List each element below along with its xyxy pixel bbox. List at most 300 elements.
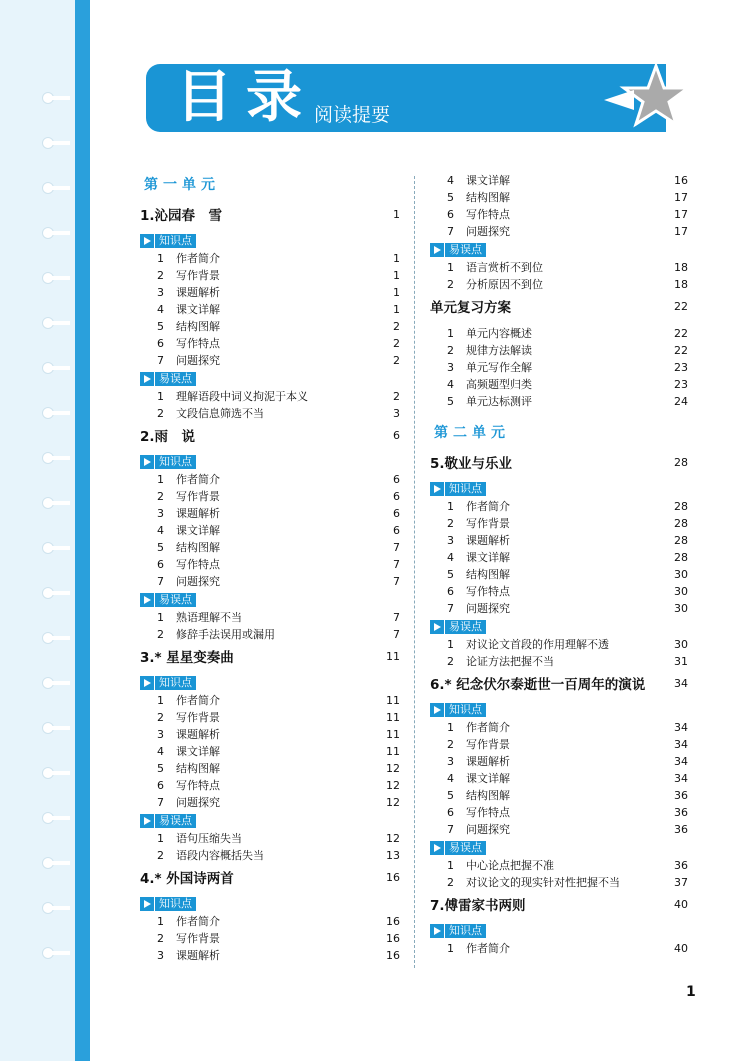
entry-title: 结构图解 — [466, 568, 510, 581]
entry-number: 3 — [157, 507, 164, 520]
entry-number: 2 — [157, 407, 164, 420]
star-icon — [600, 62, 690, 142]
entry-page: 2 — [393, 337, 400, 350]
entry-number: 2 — [447, 278, 454, 291]
entry-title: 写作特点 — [466, 585, 510, 598]
entry-number: 5 — [447, 789, 454, 802]
entry-page: 34 — [674, 721, 688, 734]
entry-page: 6 — [393, 524, 400, 537]
entry-number: 2 — [157, 628, 164, 641]
toc-entry[interactable] — [140, 284, 400, 301]
entry-title: 写作特点 — [176, 558, 220, 571]
review-title[interactable] — [430, 296, 688, 316]
entry-title: 修辞手法误用或漏用 — [176, 628, 275, 641]
binder-ring-icon — [42, 137, 68, 149]
entry-page: 28 — [674, 551, 688, 564]
binder-ring-icon — [42, 587, 68, 599]
binder-ring-icon — [42, 497, 68, 509]
lesson-page: 1 — [393, 207, 400, 221]
entry-page: 12 — [386, 762, 400, 775]
entry-page: 6 — [393, 473, 400, 486]
lesson-page: 16 — [386, 870, 400, 884]
entry-page: 17 — [674, 208, 688, 221]
entry-number: 7 — [447, 225, 454, 238]
entry-title: 课题解析 — [466, 534, 510, 547]
entry-title: 结构图解 — [466, 789, 510, 802]
binder-ring-icon — [42, 767, 68, 779]
review-page: 22 — [674, 299, 688, 313]
binder-ring-icon — [42, 452, 68, 464]
entry-number: 6 — [157, 558, 164, 571]
entry-number: 5 — [447, 395, 454, 408]
entry-number: 6 — [447, 208, 454, 221]
toc-entry[interactable] — [430, 359, 688, 376]
entry-title: 写作背景 — [176, 269, 220, 282]
toc-entry[interactable] — [430, 325, 688, 342]
entry-page: 2 — [393, 320, 400, 333]
toc-entry[interactable] — [430, 821, 688, 838]
entry-title: 单元写作全解 — [466, 361, 532, 374]
binder-ring-icon — [42, 857, 68, 869]
entry-page: 6 — [393, 490, 400, 503]
section-tag — [140, 233, 400, 248]
section-tag-label: 知识点 — [155, 234, 196, 248]
entry-page: 16 — [386, 932, 400, 945]
entry-page: 7 — [393, 558, 400, 571]
toc-entry[interactable] — [140, 947, 400, 964]
toc-entry[interactable] — [140, 709, 400, 726]
entry-title: 课文详解 — [176, 524, 220, 537]
toc-entry[interactable] — [430, 857, 688, 874]
entry-number: 3 — [157, 286, 164, 299]
toc-entry[interactable] — [140, 250, 400, 267]
section-tag — [430, 840, 688, 855]
entry-title: 单元达标测评 — [466, 395, 532, 408]
toc-entry[interactable] — [430, 393, 688, 410]
toc-entry[interactable] — [140, 505, 400, 522]
toc-entry[interactable] — [140, 573, 400, 590]
entry-number: 1 — [447, 859, 454, 872]
entry-number: 1 — [157, 390, 164, 403]
entry-number: 2 — [157, 269, 164, 282]
entry-page: 3 — [393, 407, 400, 420]
entry-page: 23 — [674, 378, 688, 391]
entry-title: 中心论点把握不准 — [466, 859, 554, 872]
entry-page: 7 — [393, 628, 400, 641]
entry-number: 6 — [157, 337, 164, 350]
entry-title: 论证方法把握不当 — [466, 655, 554, 668]
entry-page: 37 — [674, 876, 688, 889]
entry-number: 1 — [157, 694, 164, 707]
lesson-page: 34 — [674, 676, 688, 690]
toc-entry[interactable] — [140, 726, 400, 743]
section-tag-label: 知识点 — [155, 676, 196, 690]
binder-ring-icon — [42, 677, 68, 689]
binder-ring-icon — [42, 542, 68, 554]
entry-number: 5 — [447, 568, 454, 581]
entry-title: 结构图解 — [466, 191, 510, 204]
entry-title: 语段内容概括失当 — [176, 849, 264, 862]
entry-number: 4 — [447, 174, 454, 187]
entry-page: 22 — [674, 344, 688, 357]
entry-title: 理解语段中词义拘泥于本义 — [176, 390, 308, 403]
section-tag — [430, 242, 688, 257]
section-tag-label: 易误点 — [445, 841, 486, 855]
toc-entry[interactable] — [430, 600, 688, 617]
entry-title: 课题解析 — [176, 507, 220, 520]
binder-ring-icon — [42, 227, 68, 239]
entry-title: 问题探究 — [176, 575, 220, 588]
entry-number: 5 — [157, 320, 164, 333]
entry-title: 作者简介 — [176, 915, 220, 928]
binder-ring-icon — [42, 812, 68, 824]
entry-number: 7 — [157, 575, 164, 588]
entry-number: 1 — [157, 832, 164, 845]
toc-entry[interactable] — [140, 626, 400, 643]
entry-number: 2 — [447, 517, 454, 530]
margin-line — [75, 0, 90, 1061]
entry-page: 36 — [674, 806, 688, 819]
entry-page: 30 — [674, 602, 688, 615]
binder-ring-icon — [42, 722, 68, 734]
entry-title: 写作背景 — [176, 932, 220, 945]
play-arrow-icon — [140, 814, 154, 828]
entry-number: 3 — [157, 949, 164, 962]
entry-page: 2 — [393, 354, 400, 367]
play-arrow-icon — [140, 455, 154, 469]
entry-title: 结构图解 — [176, 762, 220, 775]
entry-page: 36 — [674, 859, 688, 872]
entry-title: 问题探究 — [176, 354, 220, 367]
section-tag-label: 知识点 — [445, 703, 486, 717]
entry-page: 2 — [393, 390, 400, 403]
toc-entry[interactable] — [140, 301, 400, 318]
entry-page: 1 — [393, 269, 400, 282]
entry-number: 1 — [447, 721, 454, 734]
section-tag — [430, 923, 688, 938]
entry-title: 语句压缩失当 — [176, 832, 242, 845]
lesson-title[interactable] — [430, 673, 688, 693]
toc-entry[interactable] — [430, 172, 688, 189]
entry-page: 36 — [674, 823, 688, 836]
toc-entry[interactable] — [430, 498, 688, 515]
entry-page: 18 — [674, 278, 688, 291]
lesson-page: 11 — [386, 649, 400, 663]
entry-number: 7 — [447, 602, 454, 615]
toc-entry[interactable] — [140, 609, 400, 626]
entry-title: 写作特点 — [466, 208, 510, 221]
entry-title: 写作特点 — [466, 806, 510, 819]
entry-title: 作者简介 — [176, 252, 220, 265]
section-tag — [140, 592, 400, 607]
toc-entry[interactable] — [430, 189, 688, 206]
entry-title: 作者简介 — [466, 721, 510, 734]
entry-page: 12 — [386, 779, 400, 792]
unit-heading: 第一单元 — [144, 177, 220, 193]
toc-entry[interactable] — [140, 522, 400, 539]
entry-title: 写作特点 — [176, 337, 220, 350]
entry-number: 3 — [447, 755, 454, 768]
toc-entry[interactable] — [140, 556, 400, 573]
entry-title: 单元内容概述 — [466, 327, 532, 340]
toc-entry[interactable] — [140, 777, 400, 794]
entry-number: 2 — [447, 344, 454, 357]
toc-entry[interactable] — [430, 532, 688, 549]
toc-entry[interactable] — [430, 376, 688, 393]
toc-entry[interactable] — [430, 342, 688, 359]
entry-title: 分析原因不到位 — [466, 278, 543, 291]
entry-page: 12 — [386, 832, 400, 845]
toc-entry[interactable] — [430, 583, 688, 600]
entry-page: 7 — [393, 575, 400, 588]
entry-page: 11 — [386, 711, 400, 724]
toc-entry[interactable] — [430, 753, 688, 770]
section-tag-label: 易误点 — [155, 372, 196, 386]
section-tag-label: 易误点 — [155, 814, 196, 828]
toc-entry[interactable] — [430, 874, 688, 891]
section-tag — [430, 619, 688, 634]
entry-number: 2 — [447, 876, 454, 889]
entry-title: 课题解析 — [176, 949, 220, 962]
entry-page: 34 — [674, 755, 688, 768]
entry-page: 6 — [393, 507, 400, 520]
play-arrow-icon — [140, 372, 154, 386]
toc-entry[interactable] — [430, 719, 688, 736]
toc-entry[interactable] — [430, 770, 688, 787]
toc-entry[interactable] — [140, 692, 400, 709]
lesson-page: 28 — [674, 455, 688, 469]
entry-title: 熟语理解不当 — [176, 611, 242, 624]
column-divider — [414, 176, 415, 968]
binder-ring-icon — [42, 407, 68, 419]
toc-entry[interactable] — [140, 471, 400, 488]
section-tag — [430, 702, 688, 717]
toc-entry[interactable] — [140, 488, 400, 505]
lesson-title[interactable] — [140, 204, 400, 224]
toc-entry[interactable] — [430, 940, 688, 957]
entry-number: 3 — [157, 728, 164, 741]
lesson-title[interactable] — [430, 452, 688, 472]
entry-title: 规律方法解读 — [466, 344, 532, 357]
entry-number: 1 — [157, 915, 164, 928]
toc-entry[interactable] — [140, 352, 400, 369]
entry-page: 18 — [674, 261, 688, 274]
play-arrow-icon — [430, 841, 444, 855]
entry-title: 作者简介 — [176, 694, 220, 707]
entry-title: 课文详解 — [176, 303, 220, 316]
entry-number: 6 — [157, 779, 164, 792]
entry-number: 5 — [157, 541, 164, 554]
entry-number: 4 — [447, 772, 454, 785]
entry-page: 28 — [674, 534, 688, 547]
toc-entry[interactable] — [140, 388, 400, 405]
section-tag-label: 知识点 — [445, 482, 486, 496]
entry-number: 1 — [157, 611, 164, 624]
play-arrow-icon — [430, 482, 444, 496]
lesson-name: 2.雨 说 — [140, 429, 196, 445]
entry-number: 4 — [157, 745, 164, 758]
entry-number: 4 — [157, 303, 164, 316]
toc-entry[interactable] — [430, 804, 688, 821]
toc-entry[interactable] — [430, 636, 688, 653]
entry-number: 2 — [157, 490, 164, 503]
entry-title: 写作背景 — [466, 738, 510, 751]
lesson-name: 7.傅雷家书两则 — [430, 898, 526, 914]
section-tag — [140, 813, 400, 828]
entry-number: 2 — [157, 932, 164, 945]
binder-ring-icon — [42, 947, 68, 959]
toc-entry[interactable] — [430, 787, 688, 804]
play-arrow-icon — [140, 234, 154, 248]
toc-entry[interactable] — [140, 335, 400, 352]
page-subtitle: 阅读提要 — [314, 104, 391, 126]
entry-page: 11 — [386, 728, 400, 741]
entry-page: 40 — [674, 942, 688, 955]
section-tag — [140, 675, 400, 690]
toc-column-left — [140, 172, 400, 964]
entry-number: 3 — [447, 361, 454, 374]
lesson-title[interactable] — [140, 425, 400, 445]
binder-ring-icon — [42, 182, 68, 194]
entry-title: 写作背景 — [466, 517, 510, 530]
toc-entry[interactable] — [430, 549, 688, 566]
entry-page: 1 — [393, 252, 400, 265]
binder-ring-icon — [42, 902, 68, 914]
entry-number: 7 — [157, 796, 164, 809]
entry-title: 对议论文的现实针对性把握不当 — [466, 876, 620, 889]
entry-page: 30 — [674, 585, 688, 598]
toc-entry[interactable] — [430, 223, 688, 240]
binder-ring-icon — [42, 362, 68, 374]
entry-page: 12 — [386, 796, 400, 809]
entry-number: 5 — [447, 191, 454, 204]
play-arrow-icon — [430, 924, 444, 938]
page-number: 1 — [686, 984, 696, 1000]
section-tag — [140, 371, 400, 386]
entry-page: 34 — [674, 772, 688, 785]
entry-title: 课文详解 — [466, 174, 510, 187]
entry-page: 17 — [674, 225, 688, 238]
entry-title: 课题解析 — [176, 286, 220, 299]
entry-page: 28 — [674, 517, 688, 530]
entry-number: 4 — [447, 378, 454, 391]
section-tag — [430, 481, 688, 496]
play-arrow-icon — [140, 897, 154, 911]
entry-page: 36 — [674, 789, 688, 802]
entry-title: 课文详解 — [176, 745, 220, 758]
entry-page: 30 — [674, 638, 688, 651]
unit-heading: 第二单元 — [434, 425, 510, 441]
entry-page: 34 — [674, 738, 688, 751]
entry-title: 问题探究 — [176, 796, 220, 809]
entry-page: 7 — [393, 611, 400, 624]
section-tag — [140, 454, 400, 469]
entry-page: 23 — [674, 361, 688, 374]
entry-number: 7 — [447, 823, 454, 836]
toc-entry[interactable] — [430, 206, 688, 223]
entry-title: 高频题型归类 — [466, 378, 532, 391]
toc-entry[interactable] — [140, 743, 400, 760]
lesson-page: 40 — [674, 897, 688, 911]
play-arrow-icon — [140, 593, 154, 607]
toc-entry[interactable] — [430, 276, 688, 293]
toc-entry[interactable] — [140, 267, 400, 284]
entry-page: 16 — [674, 174, 688, 187]
section-tag — [140, 896, 400, 911]
toc-entry[interactable] — [140, 930, 400, 947]
entry-title: 课题解析 — [176, 728, 220, 741]
entry-page: 24 — [674, 395, 688, 408]
entry-page: 16 — [386, 949, 400, 962]
toc-entry[interactable] — [430, 736, 688, 753]
entry-title: 写作特点 — [176, 779, 220, 792]
entry-number: 1 — [447, 500, 454, 513]
play-arrow-icon — [430, 620, 444, 634]
toc-entry[interactable] — [140, 913, 400, 930]
lesson-title[interactable] — [430, 894, 688, 914]
entry-page: 28 — [674, 500, 688, 513]
entry-number: 4 — [157, 524, 164, 537]
entry-number: 2 — [157, 711, 164, 724]
binder-ring-icon — [42, 632, 68, 644]
entry-number: 4 — [447, 551, 454, 564]
lesson-name: 5.敬业与乐业 — [430, 456, 513, 472]
entry-page: 16 — [386, 915, 400, 928]
entry-page: 11 — [386, 694, 400, 707]
lesson-name: 1.沁园春 雪 — [140, 208, 223, 224]
entry-page: 31 — [674, 655, 688, 668]
toc-entry[interactable] — [140, 318, 400, 335]
binder-ring-icon — [42, 272, 68, 284]
section-tag-label: 知识点 — [155, 455, 196, 469]
entry-title: 作者简介 — [466, 500, 510, 513]
binder-ring-icon — [42, 317, 68, 329]
section-tag-label: 知识点 — [445, 924, 486, 938]
entry-title: 问题探究 — [466, 225, 510, 238]
entry-number: 1 — [447, 327, 454, 340]
toc-entry[interactable] — [140, 830, 400, 847]
toc-entry[interactable] — [140, 405, 400, 422]
toc-entry[interactable] — [140, 760, 400, 777]
toc-entry[interactable] — [140, 794, 400, 811]
toc-entry[interactable] — [140, 847, 400, 864]
entry-title: 文段信息筛选不当 — [176, 407, 264, 420]
entry-number: 2 — [447, 655, 454, 668]
lesson-name: 3.* 星星变奏曲 — [140, 650, 234, 666]
toc-entry[interactable] — [430, 566, 688, 583]
play-arrow-icon — [430, 703, 444, 717]
entry-number: 1 — [447, 942, 454, 955]
entry-number: 2 — [157, 849, 164, 862]
toc-entry[interactable] — [430, 259, 688, 276]
entry-page: 11 — [386, 745, 400, 758]
entry-number: 1 — [447, 638, 454, 651]
lesson-name: 6.* 纪念伏尔泰逝世一百周年的演说 — [430, 677, 646, 693]
lesson-title[interactable] — [140, 867, 400, 887]
entry-title: 课文详解 — [466, 551, 510, 564]
entry-page: 1 — [393, 303, 400, 316]
toc-entry[interactable] — [140, 539, 400, 556]
entry-title: 写作背景 — [176, 490, 220, 503]
entry-number: 5 — [157, 762, 164, 775]
entry-page: 13 — [386, 849, 400, 862]
toc-entry[interactable] — [430, 515, 688, 532]
lesson-title[interactable] — [140, 646, 400, 666]
entry-number: 1 — [447, 261, 454, 274]
toc-column-right — [430, 172, 688, 957]
toc-entry[interactable] — [430, 653, 688, 670]
entry-number: 6 — [447, 806, 454, 819]
